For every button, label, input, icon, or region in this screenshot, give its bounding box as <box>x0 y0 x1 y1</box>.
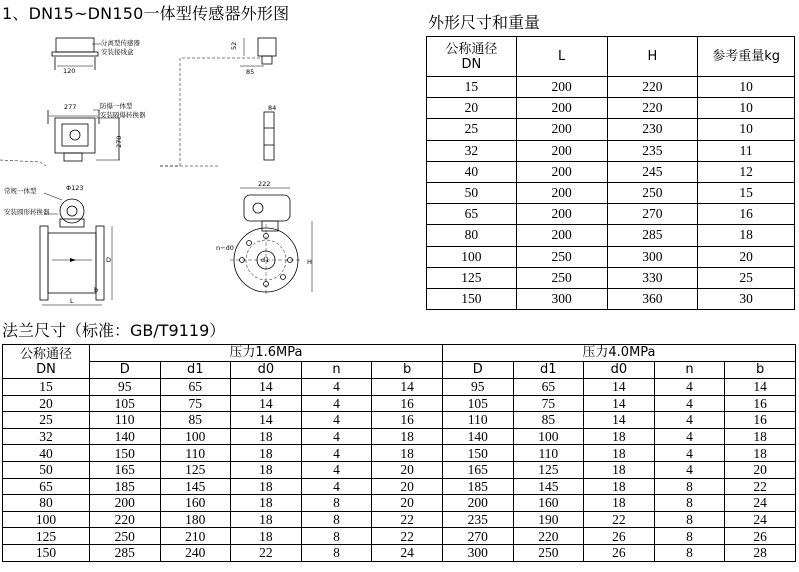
flange-subheader: b <box>372 362 443 379</box>
table-cell: 220 <box>89 511 160 528</box>
table-cell: 200 <box>516 119 607 140</box>
table-cell: 150 <box>89 445 160 462</box>
table-cell: 4 <box>301 445 372 462</box>
table-cell: 235 <box>607 140 698 161</box>
table-cell: 8 <box>301 544 372 561</box>
table-cell: 10 <box>698 98 795 119</box>
table-cell: 14 <box>231 395 302 412</box>
table-cell: 165 <box>442 461 513 478</box>
table-cell: 250 <box>516 246 607 267</box>
table-cell: 100 <box>427 246 517 267</box>
table-cell: 245 <box>607 161 698 182</box>
table-row <box>3 428 796 445</box>
dim-H-label: H <box>307 258 312 266</box>
table-cell: 20 <box>372 461 443 478</box>
table-cell: 100 <box>3 511 90 528</box>
table-cell: 65 <box>3 478 90 495</box>
table-cell: 4 <box>654 428 725 445</box>
table-cell: 20 <box>3 395 90 412</box>
header-dn: 公称通径 DN <box>427 37 517 77</box>
flange-dimension-table <box>2 344 796 562</box>
table-cell: 270 <box>442 528 513 545</box>
table-cell: 8 <box>301 528 372 545</box>
table-cell: 14 <box>231 379 302 396</box>
dim-85-label: 85 <box>246 68 255 76</box>
table-cell: 18 <box>231 528 302 545</box>
table-cell: 50 <box>427 182 517 203</box>
table-cell: 125 <box>427 267 517 288</box>
table-cell: 20 <box>698 246 795 267</box>
table-cell: 65 <box>427 204 517 225</box>
table-row <box>3 478 796 495</box>
dimensions-title: 外形尺寸和重量 <box>428 13 541 32</box>
table-cell: 240 <box>160 544 231 561</box>
table-cell: 8 <box>654 478 725 495</box>
normal-label-2: 安装圆形转换器 <box>4 208 50 216</box>
table-cell: 4 <box>301 461 372 478</box>
table-cell: 140 <box>89 428 160 445</box>
table-cell: 26 <box>725 528 796 545</box>
table-cell: 10 <box>698 119 795 140</box>
table-cell: 20 <box>427 98 517 119</box>
table-cell: 75 <box>160 395 231 412</box>
explosion-label-2: 安装隔爆转换器 <box>100 111 146 119</box>
table-row <box>3 511 796 528</box>
table-cell: 200 <box>442 495 513 512</box>
table-cell: 24 <box>725 495 796 512</box>
table-cell: 200 <box>516 161 607 182</box>
explosion-proof-side <box>264 112 274 160</box>
table-cell: 200 <box>516 225 607 246</box>
table-row <box>3 445 796 462</box>
table-cell: 220 <box>607 98 698 119</box>
table-cell: 250 <box>89 528 160 545</box>
flange-subheader: d1 <box>160 362 231 379</box>
split-box-label-1: 分离型传感器 <box>101 39 140 47</box>
table-cell: 150 <box>3 544 90 561</box>
table-cell: 28 <box>725 544 796 561</box>
table-cell: 65 <box>513 379 584 396</box>
table-cell: 40 <box>427 161 517 182</box>
table-cell: 80 <box>427 225 517 246</box>
table-cell: 8 <box>654 544 725 561</box>
dim-b-label: b <box>94 286 99 294</box>
table-cell: 8 <box>654 511 725 528</box>
table-cell: 360 <box>607 288 698 309</box>
header-dn: 公称通径 DN <box>3 345 90 379</box>
table-cell: 22 <box>372 528 443 545</box>
table-cell: 100 <box>160 428 231 445</box>
table-cell: 11 <box>698 140 795 161</box>
table-cell: 50 <box>3 461 90 478</box>
table-row <box>427 77 795 98</box>
flange-subheader: D <box>89 362 160 379</box>
table-cell: 210 <box>160 528 231 545</box>
split-junction-box <box>52 38 98 70</box>
flange-subheader: D <box>442 362 513 379</box>
table-cell: 250 <box>513 544 584 561</box>
table-cell: 110 <box>160 445 231 462</box>
table-cell: 250 <box>516 267 607 288</box>
table-cell: 18 <box>372 445 443 462</box>
table-cell: 18 <box>725 428 796 445</box>
table-cell: 110 <box>89 412 160 429</box>
table-row <box>427 140 795 161</box>
table-cell: 185 <box>89 478 160 495</box>
table-cell: 18 <box>231 428 302 445</box>
table-cell: 4 <box>301 412 372 429</box>
dimensions-header-row <box>427 37 795 77</box>
table-cell: 185 <box>442 478 513 495</box>
table-cell: 160 <box>513 495 584 512</box>
table-cell: 85 <box>513 412 584 429</box>
table-cell: 14 <box>584 395 655 412</box>
table-cell: 230 <box>607 119 698 140</box>
table-row <box>3 495 796 512</box>
table-cell: 15 <box>3 379 90 396</box>
table-cell: 18 <box>584 478 655 495</box>
table-row <box>427 119 795 140</box>
table-row <box>427 98 795 119</box>
table-cell: 220 <box>607 77 698 98</box>
dim-84-label: 84 <box>268 104 277 112</box>
table-cell: 160 <box>160 495 231 512</box>
table-cell: 32 <box>3 428 90 445</box>
table-cell: 95 <box>89 379 160 396</box>
table-row <box>3 379 796 396</box>
table-cell: 330 <box>607 267 698 288</box>
table-cell: 20 <box>725 461 796 478</box>
table-cell: 8 <box>654 495 725 512</box>
junction-box-side <box>240 38 276 66</box>
table-cell: 200 <box>516 182 607 203</box>
table-cell: 80 <box>3 495 90 512</box>
table-cell: 18 <box>584 495 655 512</box>
flange-header-row-2 <box>3 362 796 379</box>
table-row <box>427 225 795 246</box>
table-row <box>3 544 796 561</box>
phi-123-label: Φ123 <box>66 184 84 192</box>
table-cell: 65 <box>160 379 231 396</box>
table-row <box>427 267 795 288</box>
flange-title: 法兰尺寸（标准：GB/T9119） <box>2 321 226 340</box>
table-cell: 285 <box>89 544 160 561</box>
header-pressure-16: 压力1.6MPa <box>89 345 442 362</box>
table-cell: 190 <box>513 511 584 528</box>
table-row <box>3 528 796 545</box>
table-row <box>427 161 795 182</box>
table-cell: 8 <box>301 495 372 512</box>
table-cell: 140 <box>442 428 513 445</box>
table-cell: 16 <box>725 395 796 412</box>
table-cell: 200 <box>516 98 607 119</box>
table-cell: 40 <box>3 445 90 462</box>
table-cell: 220 <box>513 528 584 545</box>
table-cell: 18 <box>584 428 655 445</box>
table-row <box>3 461 796 478</box>
table-cell: 18 <box>584 445 655 462</box>
table-cell: 14 <box>584 412 655 429</box>
table-cell: 75 <box>513 395 584 412</box>
table-cell: 24 <box>725 511 796 528</box>
table-cell: 300 <box>516 288 607 309</box>
table-cell: 110 <box>442 412 513 429</box>
integrated-sensor-side <box>230 188 312 296</box>
table-cell: 105 <box>442 395 513 412</box>
table-cell: 26 <box>584 544 655 561</box>
table-row <box>427 182 795 203</box>
table-row <box>427 288 795 309</box>
flange-subheader: d0 <box>584 362 655 379</box>
table-cell: 18 <box>231 445 302 462</box>
table-cell: 85 <box>160 412 231 429</box>
table-cell: 22 <box>725 478 796 495</box>
table-cell: 18 <box>231 511 302 528</box>
table-cell: 14 <box>584 379 655 396</box>
table-row <box>3 395 796 412</box>
table-cell: 165 <box>89 461 160 478</box>
flange-subheader: n <box>654 362 725 379</box>
sensor-outline-drawing <box>0 26 410 316</box>
table-cell: 30 <box>698 288 795 309</box>
table-cell: 4 <box>301 379 372 396</box>
table-cell: 200 <box>516 77 607 98</box>
table-cell: 4 <box>654 412 725 429</box>
table-cell: 14 <box>725 379 796 396</box>
flange-subheader: n <box>301 362 372 379</box>
header-H: H <box>607 37 698 77</box>
table-cell: 145 <box>513 478 584 495</box>
table-cell: 4 <box>301 395 372 412</box>
table-cell: 22 <box>372 511 443 528</box>
table-cell: 14 <box>231 412 302 429</box>
table-cell: 24 <box>372 544 443 561</box>
table-cell: 125 <box>3 528 90 545</box>
table-cell: 125 <box>513 461 584 478</box>
dim-D-label: D <box>106 256 112 264</box>
table-cell: 16 <box>372 412 443 429</box>
header-L: L <box>516 37 607 77</box>
normal-label-1: 常规一体型 <box>4 187 37 195</box>
table-cell: 100 <box>513 428 584 445</box>
dim-L-label: L <box>70 297 74 305</box>
table-row <box>427 204 795 225</box>
table-cell: 300 <box>442 544 513 561</box>
table-cell: 25 <box>698 267 795 288</box>
table-cell: 32 <box>427 140 517 161</box>
table-cell: 4 <box>654 395 725 412</box>
table-cell: 4 <box>301 478 372 495</box>
table-cell: 18 <box>231 461 302 478</box>
table-cell: 200 <box>516 140 607 161</box>
table-cell: 4 <box>654 461 725 478</box>
table-cell: 18 <box>698 225 795 246</box>
table-row <box>427 246 795 267</box>
header-weight: 参考重量kg <box>698 37 795 77</box>
flange-header-row-1 <box>3 345 796 362</box>
table-cell: 300 <box>607 246 698 267</box>
table-cell: 26 <box>584 528 655 545</box>
table-cell: 20 <box>372 495 443 512</box>
table-cell: 18 <box>372 428 443 445</box>
table-cell: 20 <box>372 478 443 495</box>
table-cell: 4 <box>654 379 725 396</box>
table-cell: 285 <box>607 225 698 246</box>
table-cell: 150 <box>427 288 517 309</box>
table-cell: 18 <box>584 461 655 478</box>
main-title: 1、DN15~DN150一体型传感器外形图 <box>2 4 290 23</box>
table-cell: 200 <box>89 495 160 512</box>
table-cell: 270 <box>607 204 698 225</box>
table-cell: 12 <box>698 161 795 182</box>
table-cell: 4 <box>301 428 372 445</box>
flange-subheader: d0 <box>231 362 302 379</box>
dimensions-weight-table <box>426 36 795 310</box>
table-cell: 145 <box>160 478 231 495</box>
dim-277-label: 277 <box>64 103 77 111</box>
table-cell: 105 <box>89 395 160 412</box>
table-cell: 110 <box>513 445 584 462</box>
dim-222-label: 222 <box>258 180 271 188</box>
table-cell: 22 <box>231 544 302 561</box>
split-box-label-2: 安装接线盒 <box>101 48 134 56</box>
table-cell: 250 <box>607 182 698 203</box>
table-cell: 8 <box>654 528 725 545</box>
table-cell: 18 <box>231 495 302 512</box>
table-cell: 15 <box>427 77 517 98</box>
table-cell: 125 <box>160 461 231 478</box>
table-cell: 16 <box>698 204 795 225</box>
table-cell: 16 <box>725 412 796 429</box>
table-cell: 25 <box>3 412 90 429</box>
table-cell: 22 <box>584 511 655 528</box>
table-cell: 18 <box>231 478 302 495</box>
d1-label: d1 <box>261 256 270 264</box>
dim-52-label: 52 <box>230 41 238 50</box>
header-pressure-40: 压力4.0MPa <box>442 345 795 362</box>
dim-120-label: 120 <box>63 67 76 75</box>
table-cell: 200 <box>516 204 607 225</box>
table-row <box>3 412 796 429</box>
table-cell: 180 <box>160 511 231 528</box>
table-cell: 235 <box>442 511 513 528</box>
table-cell: 16 <box>372 395 443 412</box>
table-cell: 95 <box>442 379 513 396</box>
table-cell: 14 <box>372 379 443 396</box>
table-cell: 4 <box>654 445 725 462</box>
flange-subheader: d1 <box>513 362 584 379</box>
table-cell: 8 <box>301 511 372 528</box>
n-d0-label: n−d0 <box>216 244 234 252</box>
table-cell: 25 <box>427 119 517 140</box>
dim-270-label: 270 <box>115 135 123 148</box>
flange-subheader: b <box>725 362 796 379</box>
table-cell: 150 <box>442 445 513 462</box>
explosion-label-1: 防爆一体型 <box>100 102 133 110</box>
table-cell: 18 <box>725 445 796 462</box>
table-cell: 15 <box>698 182 795 203</box>
table-cell: 10 <box>698 77 795 98</box>
